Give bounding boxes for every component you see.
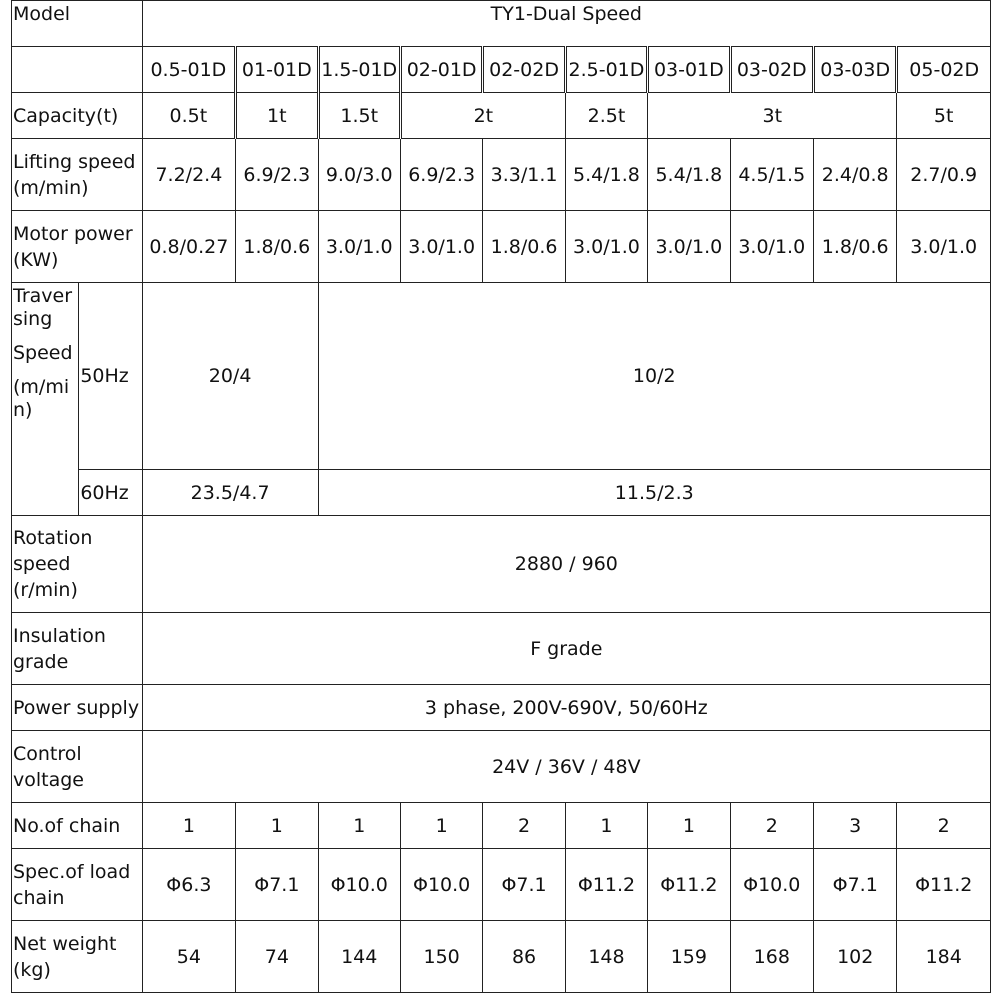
net-weight-cell: 144	[318, 921, 400, 993]
net-weight-cell: 148	[565, 921, 647, 993]
lifting-speed-label	[12, 139, 143, 211]
chain-count-cell: 1	[236, 803, 318, 849]
chain-spec-cell: Φ10.0	[318, 849, 400, 921]
power-supply-label: Power supply	[12, 685, 143, 731]
motor-power-cell: 1.8/0.6	[236, 211, 318, 283]
net-weight-cell: 102	[813, 921, 896, 993]
capacity-cell: 0.5t	[142, 93, 235, 139]
model-cell: 1.5-01D	[318, 47, 400, 93]
hz-50-label: 50Hz	[79, 283, 142, 470]
capacity-cell: 1t	[236, 93, 318, 139]
model-cell: 03-02D	[730, 47, 813, 93]
label-line: (KW)	[13, 248, 59, 271]
row-insulation	[12, 613, 991, 685]
chain-spec-cell: Φ11.2	[897, 849, 991, 921]
row-power-supply	[12, 685, 991, 731]
row-capacity	[12, 93, 991, 139]
traversing-50-cell: 10/2	[318, 283, 990, 470]
motor-power-label	[12, 211, 143, 283]
lifting-speed-cell: 2.4/0.8	[813, 139, 896, 211]
chain-count-cell: 1	[565, 803, 647, 849]
model-cell: 2.5-01D	[565, 47, 647, 93]
capacity-cell: 5t	[897, 93, 991, 139]
label-line: Control	[13, 742, 82, 765]
model-cell: 05-02D	[897, 47, 991, 93]
model-cell: 02-01D	[400, 47, 482, 93]
label-line: grade	[13, 650, 69, 673]
insulation-value: F grade	[142, 613, 990, 685]
capacity-cell: 3t	[648, 93, 897, 139]
chain-count-cell: 1	[648, 803, 730, 849]
traversing-label	[12, 283, 79, 516]
chain-spec-cell: Φ7.1	[236, 849, 318, 921]
chain-count-cell: 3	[813, 803, 896, 849]
lifting-speed-cell: 6.9/2.3	[236, 139, 318, 211]
label-line: (r/min)	[13, 579, 78, 601]
label-line: Speed	[13, 342, 73, 364]
control-voltage-value: 24V / 36V / 48V	[142, 731, 990, 803]
model-cell: 03-03D	[813, 47, 896, 93]
blank-cell	[12, 47, 143, 93]
motor-power-cell: 3.0/1.0	[318, 211, 400, 283]
series-name: TY1-Dual Speed	[142, 1, 990, 47]
rotation-label	[12, 516, 143, 613]
motor-power-cell: 0.8/0.27	[142, 211, 235, 283]
control-voltage-label	[12, 731, 143, 803]
rotation-value: 2880 / 960	[142, 516, 990, 613]
chain-count-cell: 1	[318, 803, 400, 849]
chain-spec-cell: Φ7.1	[813, 849, 896, 921]
row-traversing-50hz	[12, 283, 991, 470]
model-cell: 03-01D	[648, 47, 730, 93]
traversing-60-cell: 11.5/2.3	[318, 470, 990, 516]
row-control-voltage	[12, 731, 991, 803]
label-line: Spec.of load	[13, 860, 131, 883]
model-label: Model	[12, 1, 143, 47]
row-traversing-60hz	[12, 470, 991, 516]
lifting-speed-cell: 6.9/2.3	[400, 139, 482, 211]
capacity-cell: 1.5t	[318, 93, 400, 139]
label-line: (kg)	[13, 958, 51, 981]
row-series	[12, 1, 991, 47]
chain-count-cell: 2	[730, 803, 813, 849]
chain-spec-cell: Φ7.1	[483, 849, 565, 921]
label-line: sing	[13, 308, 53, 330]
net-weight-cell: 54	[142, 921, 235, 993]
motor-power-cell: 1.8/0.6	[483, 211, 565, 283]
row-motor-power	[12, 211, 991, 283]
net-weight-cell: 74	[236, 921, 318, 993]
net-weight-cell: 168	[730, 921, 813, 993]
net-weight-cell: 159	[648, 921, 730, 993]
model-cell: 01-01D	[236, 47, 318, 93]
motor-power-cell: 3.0/1.0	[648, 211, 730, 283]
chain-spec-cell: Φ11.2	[648, 849, 730, 921]
row-models	[12, 47, 991, 93]
power-supply-value: 3 phase, 200V-690V, 50/60Hz	[142, 685, 990, 731]
chain-count-cell: 2	[897, 803, 991, 849]
chain-spec-cell: Φ10.0	[400, 849, 482, 921]
model-cell: 02-02D	[483, 47, 565, 93]
row-lifting-speed	[12, 139, 991, 211]
lifting-speed-cell: 7.2/2.4	[142, 139, 235, 211]
spec-table	[11, 0, 991, 993]
chain-spec-label	[12, 849, 143, 921]
row-rotation	[12, 516, 991, 613]
row-net-weight	[12, 921, 991, 993]
net-weight-label	[12, 921, 143, 993]
traversing-50-cell: 20/4	[142, 283, 318, 470]
model-cell: 0.5-01D	[142, 47, 235, 93]
chain-count-label: No.of chain	[12, 803, 143, 849]
chain-count-cell: 1	[142, 803, 235, 849]
motor-power-cell: 3.0/1.0	[730, 211, 813, 283]
label-line: (m/min)	[13, 176, 89, 199]
label-line: chain	[13, 886, 65, 909]
insulation-label	[12, 613, 143, 685]
chain-count-cell: 1	[400, 803, 482, 849]
label-line: Lifting speed	[13, 150, 136, 173]
label-line: voltage	[13, 768, 84, 791]
net-weight-cell: 184	[897, 921, 991, 993]
capacity-cell: 2.5t	[565, 93, 647, 139]
lifting-speed-cell: 9.0/3.0	[318, 139, 400, 211]
chain-spec-cell: Φ6.3	[142, 849, 235, 921]
label-line: Motor power	[13, 222, 133, 245]
lifting-speed-cell: 5.4/1.8	[648, 139, 730, 211]
motor-power-cell: 3.0/1.0	[400, 211, 482, 283]
net-weight-cell: 150	[400, 921, 482, 993]
lifting-speed-cell: 4.5/1.5	[730, 139, 813, 211]
chain-spec-cell: Φ10.0	[730, 849, 813, 921]
label-line: Traver	[13, 285, 73, 307]
lifting-speed-cell: 3.3/1.1	[483, 139, 565, 211]
label-line: Net weight	[13, 932, 117, 955]
chain-spec-cell: Φ11.2	[565, 849, 647, 921]
motor-power-cell: 3.0/1.0	[897, 211, 991, 283]
label-line: speed	[13, 553, 71, 575]
lifting-speed-cell: 2.7/0.9	[897, 139, 991, 211]
capacity-label: Capacity(t)	[12, 93, 143, 139]
row-chain-spec	[12, 849, 991, 921]
label-line: Insulation	[13, 624, 106, 647]
motor-power-cell: 1.8/0.6	[813, 211, 896, 283]
motor-power-cell: 3.0/1.0	[565, 211, 647, 283]
row-chain-count	[12, 803, 991, 849]
capacity-cell: 2t	[400, 93, 565, 139]
traversing-60-cell: 23.5/4.7	[142, 470, 318, 516]
net-weight-cell: 86	[483, 921, 565, 993]
lifting-speed-cell: 5.4/1.8	[565, 139, 647, 211]
chain-count-cell: 2	[483, 803, 565, 849]
label-line: Rotation	[13, 527, 93, 549]
label-line: n)	[13, 399, 33, 421]
label-line: (m/mi	[13, 376, 70, 398]
hz-60-label: 60Hz	[79, 470, 142, 516]
